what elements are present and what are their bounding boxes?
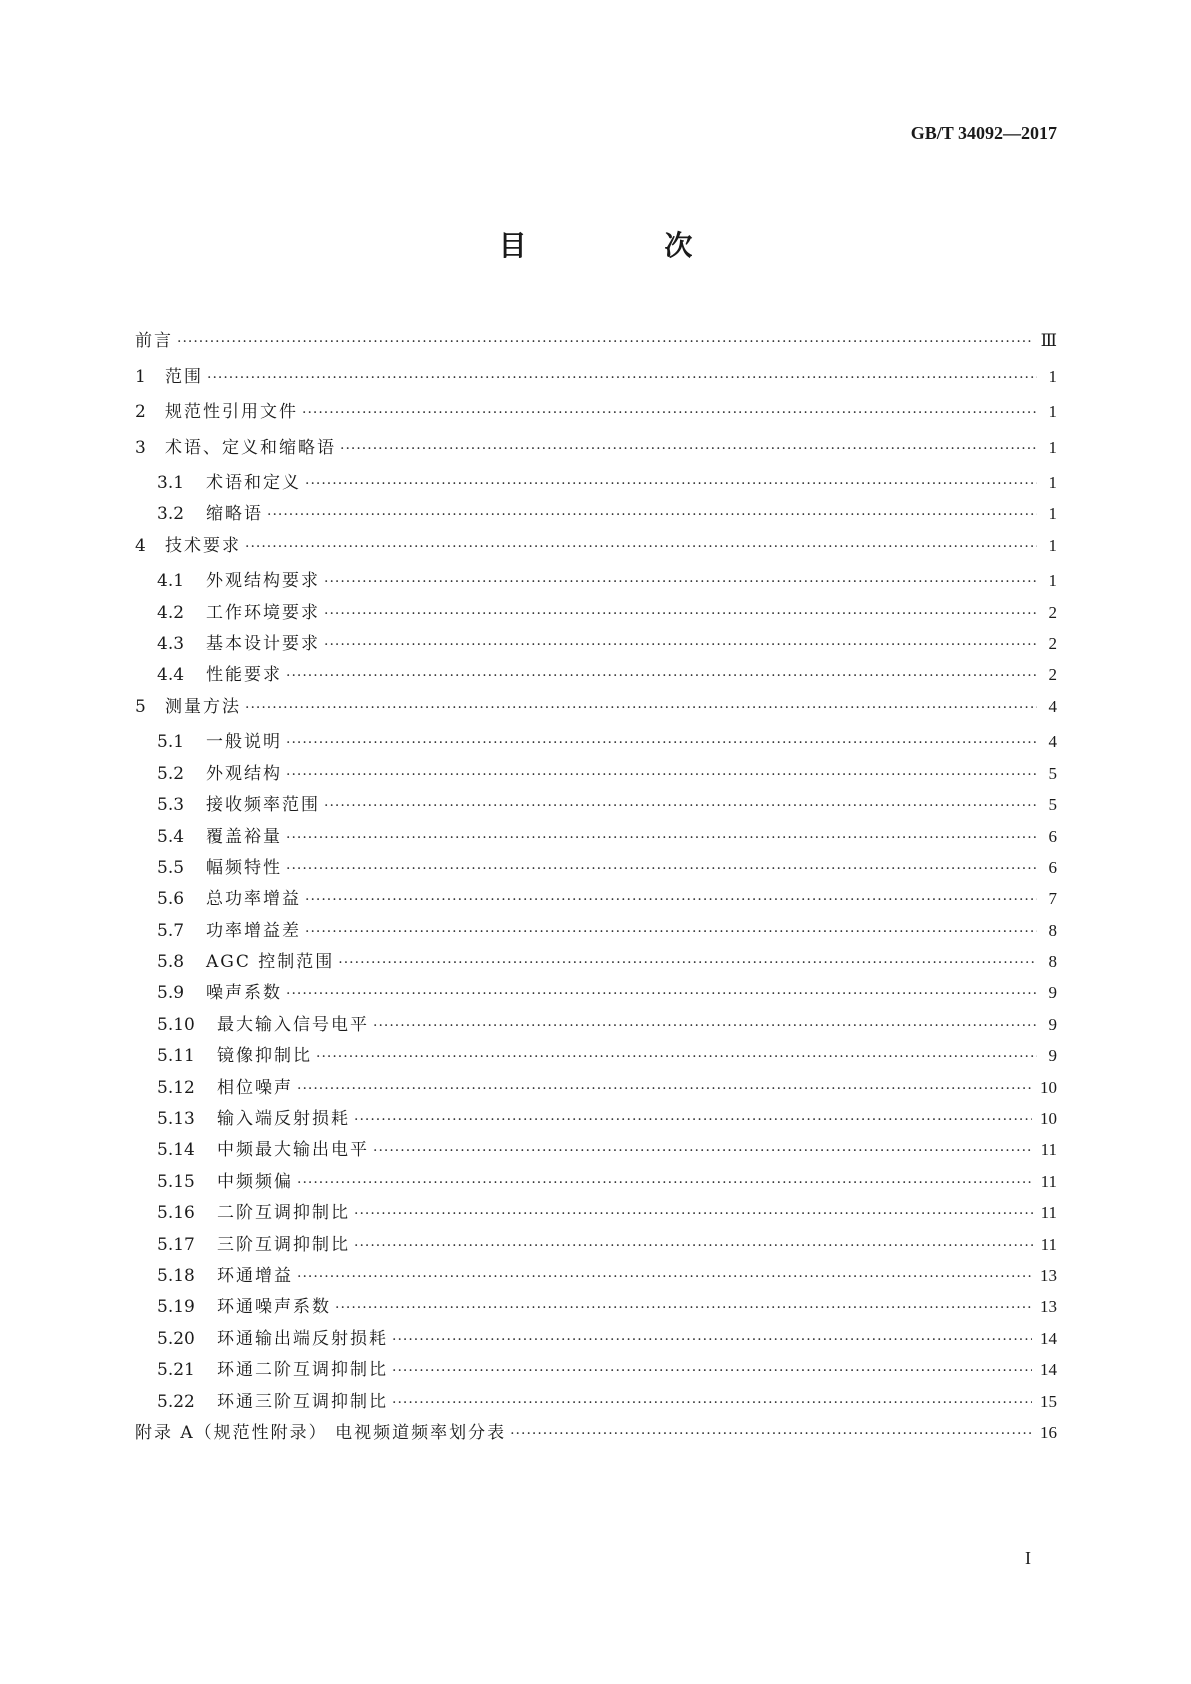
toc-entry[interactable] [135,1167,1057,1198]
toc-entry-label: 功率增益差 [206,920,301,941]
toc-entry-label: 最大输入信号电平 [217,1014,369,1035]
page-title: 目 次 [498,229,757,262]
toc-entry-number: 1 [135,366,146,387]
toc-entry-number: 5.18 [157,1265,195,1286]
toc-dot-leader [305,476,1037,492]
toc-dot-leader [286,830,1037,846]
toc-dot-leader [354,1206,1033,1222]
toc-dot-leader [324,637,1037,653]
toc-entry-label: 前言 [135,331,173,351]
toc-entry-number: 5.3 [157,795,185,816]
toc-dot-leader [297,1175,1033,1191]
toc-entry-number: 4.2 [157,602,185,623]
toc-entry-label: 环通输出端反射损耗 [217,1328,388,1349]
toc-entry[interactable] [135,1387,1057,1418]
toc-dot-leader [324,606,1037,622]
toc-entry[interactable] [135,1355,1057,1386]
toc-entry[interactable] [135,692,1057,728]
toc-entry[interactable] [135,947,1057,978]
toc-dot-leader [286,735,1037,751]
toc-entry[interactable] [135,759,1057,790]
toc-entry-label: 工作环境要求 [206,602,320,623]
toc-entry[interactable] [135,853,1057,884]
toc-entry-label: 镜像抑制比 [217,1046,312,1067]
toc-entry-label: AGC 控制范围 [206,952,335,973]
toc-entry[interactable] [135,822,1057,853]
toc-entry-label: 输入端反射损耗 [217,1109,350,1130]
toc-dot-leader [286,861,1037,877]
toc-dot-leader [267,507,1037,523]
toc-dot-leader [373,1143,1033,1159]
toc-entry[interactable] [135,326,1057,362]
toc-entry-page: 11 [1040,1234,1057,1254]
toc-entry[interactable] [135,598,1057,629]
toc-entry-page: 1 [1048,402,1057,421]
toc-entry-label: 噪声系数 [206,983,282,1004]
toc-entry-page: 11 [1040,1203,1057,1223]
table-of-contents [135,326,1057,1453]
toc-entry[interactable] [135,362,1057,398]
toc-entry[interactable] [135,629,1057,660]
toc-entry-label: 附录 A（规范性附录） 电视频道频率划分表 [135,1422,507,1443]
toc-entry[interactable] [135,531,1057,567]
toc-entry[interactable] [135,916,1057,947]
toc-entry-label: 中频频偏 [217,1171,293,1192]
standard-code: GB/T 34092—2017 [910,123,1057,143]
toc-entry-page: 1 [1048,473,1057,492]
toc-entry-page: 9 [1048,1046,1057,1066]
toc-dot-leader [297,1269,1032,1285]
toc-entry-label: 缩略语 [206,504,263,525]
toc-entry-number: 5 [135,696,146,717]
toc-dot-leader [373,1018,1037,1034]
toc-dot-leader [286,767,1037,783]
toc-entry-page: 10 [1040,1109,1057,1129]
toc-entry-label: 术语、定义和缩略语 [165,437,336,458]
toc-dot-leader [316,1049,1037,1065]
toc-entry[interactable] [135,1073,1057,1104]
toc-entry[interactable] [135,433,1057,469]
toc-entry-label: 环通二阶互调抑制比 [217,1360,388,1381]
toc-entry-page: 9 [1048,1014,1057,1034]
toc-entry-page: 1 [1048,571,1057,591]
toc-entry-page: 14 [1040,1328,1057,1348]
toc-entry[interactable] [135,978,1057,1009]
toc-dot-leader [335,1300,1032,1316]
toc-entry-number: 2 [135,402,146,422]
toc-entry-number: 4.3 [157,634,185,655]
toc-entry-label: 总功率增益 [206,889,301,910]
toc-entry-label: 接收频率范围 [206,795,320,816]
toc-dot-leader [286,668,1037,684]
toc-entry-number: 5.16 [157,1203,195,1224]
toc-entry-label: 外观结构 [206,763,282,784]
toc-entry-page: 15 [1040,1391,1057,1411]
toc-entry-label: 规范性引用文件 [165,402,298,422]
toc-entry-page: 16 [1040,1422,1057,1442]
toc-dot-leader [324,574,1037,590]
toc-entry-label: 一般说明 [206,732,282,753]
toc-entry-number: 4.1 [157,571,185,592]
toc-entry-page: 8 [1048,920,1057,940]
toc-entry-number: 5.7 [157,920,185,941]
toc-dot-leader [354,1238,1033,1254]
toc-dot-leader [392,1395,1032,1411]
page-number: I [1025,1548,1031,1568]
toc-entry-page: 13 [1040,1297,1057,1317]
toc-entry-number: 5.17 [157,1234,195,1255]
toc-entry-page: 14 [1040,1360,1057,1380]
toc-entry-page: 5 [1048,795,1057,815]
toc-entry-number: 5.19 [157,1297,195,1318]
toc-entry-number: 5.9 [157,983,185,1004]
toc-entry-number: 4.4 [157,665,185,686]
toc-entry-number: 5.20 [157,1328,195,1349]
toc-entry-number: 5.13 [157,1109,195,1130]
toc-entry-page: 1 [1048,535,1057,555]
toc-entry[interactable] [135,1135,1057,1166]
toc-entry-page: 2 [1048,634,1057,654]
toc-entry-page: 11 [1040,1140,1057,1160]
toc-entry-page: 1 [1048,366,1057,386]
toc-entry-page: 2 [1048,665,1057,685]
toc-dot-leader [305,892,1037,908]
toc-entry-number: 5.22 [157,1391,195,1412]
toc-entry[interactable] [135,1418,1057,1454]
toc-entry[interactable] [135,499,1057,530]
toc-dot-leader [177,334,1033,350]
toc-entry-page: 9 [1048,983,1057,1003]
toc-entry-number: 5.5 [157,857,185,878]
toc-entry-label: 幅频特性 [206,857,282,878]
toc-entry[interactable] [135,1292,1057,1323]
toc-entry[interactable] [135,660,1057,691]
toc-entry-label: 外观结构要求 [206,571,320,592]
toc-entry-label: 技术要求 [165,535,241,556]
toc-entry[interactable] [135,1041,1057,1072]
toc-entry[interactable] [135,1010,1057,1041]
toc-entry-page: 6 [1048,826,1057,846]
toc-dot-leader [354,1112,1032,1128]
toc-entry-page: Ⅲ [1040,331,1057,350]
toc-entry-label: 术语和定义 [206,473,301,493]
toc-dot-leader [510,1426,1032,1442]
toc-entry-number: 5.4 [157,826,185,847]
toc-entry-page: 8 [1048,952,1057,972]
toc-entry-number: 3.2 [157,504,185,525]
toc-dot-leader [338,955,1037,971]
toc-entry-label: 相位噪声 [217,1077,293,1098]
toc-entry[interactable] [135,727,1057,758]
toc-dot-leader [302,405,1037,421]
toc-dot-leader [245,700,1037,716]
toc-entry-page: 4 [1048,696,1057,716]
toc-dot-leader [340,441,1037,457]
toc-entry-number: 5.11 [157,1046,195,1067]
toc-entry-label: 基本设计要求 [206,634,320,655]
toc-entry-number: 5.2 [157,763,185,784]
toc-dot-leader [245,539,1037,555]
toc-entry-number: 5.12 [157,1077,195,1098]
toc-entry-page: 2 [1048,602,1057,622]
toc-entry-number: 3 [135,437,146,458]
toc-entry-label: 范围 [165,366,203,387]
toc-entry-page: 5 [1048,763,1057,783]
toc-entry-number: 5.8 [157,952,185,973]
toc-entry[interactable] [135,1104,1057,1135]
toc-entry-label: 性能要求 [206,665,282,686]
toc-dot-leader [392,1363,1032,1379]
toc-entry-page: 11 [1040,1171,1057,1191]
toc-entry-label: 环通三阶互调抑制比 [217,1391,388,1412]
toc-entry-label: 覆盖裕量 [206,826,282,847]
toc-entry-page: 4 [1048,732,1057,752]
toc-entry-page: 10 [1040,1077,1057,1097]
toc-entry[interactable] [135,1324,1057,1355]
toc-entry-label: 中频最大输出电平 [217,1140,369,1161]
toc-entry[interactable] [135,1230,1057,1261]
toc-entry[interactable] [135,1261,1057,1292]
toc-entry-number: 5.6 [157,889,185,910]
toc-entry-page: 13 [1040,1265,1057,1285]
toc-dot-leader [207,370,1037,386]
toc-entry[interactable] [135,468,1057,499]
toc-entry-number: 5.15 [157,1171,195,1192]
toc-dot-leader [305,924,1037,940]
toc-entry-page: 1 [1048,437,1057,457]
toc-entry[interactable] [135,1198,1057,1229]
toc-dot-leader [324,798,1037,814]
toc-entry-page: 7 [1048,889,1057,909]
toc-entry[interactable] [135,884,1057,915]
toc-entry-label: 环通增益 [217,1265,293,1286]
toc-entry-label: 三阶互调抑制比 [217,1234,350,1255]
toc-entry[interactable] [135,790,1057,821]
toc-entry-label: 环通噪声系数 [217,1297,331,1318]
toc-entry-label: 测量方法 [165,696,241,717]
toc-dot-leader [392,1332,1032,1348]
toc-entry-page: 6 [1048,857,1057,877]
toc-entry[interactable] [135,397,1057,433]
toc-entry-number: 5.1 [157,732,185,753]
toc-dot-leader [286,986,1037,1002]
toc-entry-number: 3.1 [157,473,185,493]
toc-entry-page: 1 [1048,504,1057,524]
toc-entry-number: 4 [135,535,146,556]
toc-entry-number: 5.21 [157,1360,195,1381]
toc-entry-number: 5.10 [157,1014,195,1035]
toc-entry-number: 5.14 [157,1140,195,1161]
toc-entry[interactable] [135,566,1057,597]
toc-entry-label: 二阶互调抑制比 [217,1203,350,1224]
toc-dot-leader [297,1081,1032,1097]
